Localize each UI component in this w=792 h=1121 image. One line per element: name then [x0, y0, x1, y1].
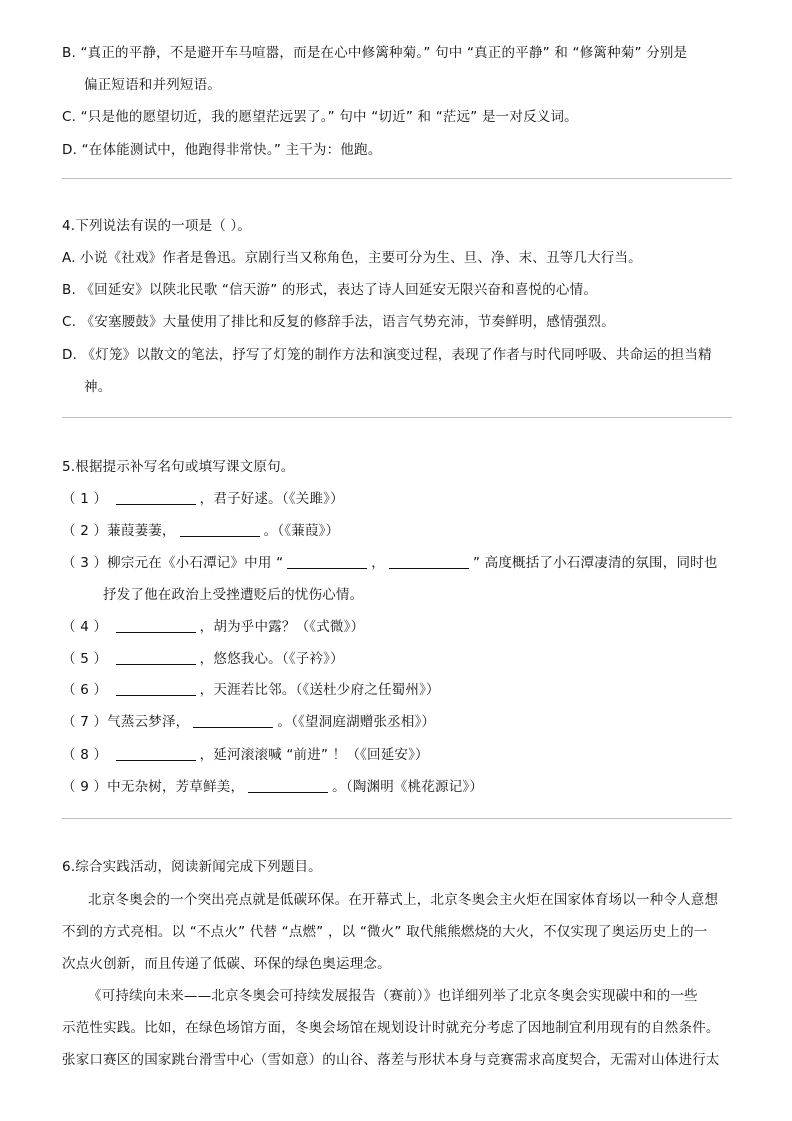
q3-option-c: C. “只是他的愿望切近，我的愿望茫远罢了。” 句中 “切近” 和 “茫远” 是一对反义词。	[62, 109, 578, 125]
q5-item-7	[62, 712, 435, 732]
item-text: ” 高度概括了小石潭凄清的氛围，同时也	[472, 555, 718, 571]
item-text: ，延河滚滚喊 “前进” ！（《回延安》）	[199, 747, 429, 763]
q3-option-b-line1: B. “真正的平静，不是避开车马喧嚣，而是在心中修篱种菊。” 句中 “真正的平静” 和 “修篱种菊” 分别是	[62, 45, 688, 61]
q5-item-5	[62, 649, 344, 669]
item-number: （ 7 ）	[62, 714, 108, 730]
fill-blank[interactable]	[116, 490, 196, 505]
fill-blank[interactable]	[287, 554, 367, 569]
q5-item-8	[62, 745, 429, 765]
q5-item-2	[62, 521, 339, 541]
q4-option-d-line1: D. 《灯笼》以散文的笔法，抒写了灯笼的制作方法和演变过程，表现了作者与时代同呼吸、共命运的担当精	[62, 347, 712, 363]
q5-item-1	[62, 489, 344, 509]
q6-paragraph-1-line1: 北京冬奥会的一个突出亮点就是低碳环保。在开幕式上，北京冬奥会主火炬在国家体育场以一种令人意想	[88, 892, 719, 908]
fill-blank[interactable]	[389, 554, 469, 569]
item-text: ，君子好逑。（《关雎》）	[199, 491, 344, 507]
q5-item-3	[62, 553, 718, 573]
q6-paragraph-2-line1: 《可持续向未来——北京冬奥会可持续发展报告（赛前）》也详细列举了北京冬奥会实现碳中和的一些	[88, 988, 698, 1004]
fill-blank[interactable]	[116, 650, 196, 665]
q4-option-b: B. 《回延安》以陕北民歌 “信天游” 的形式，表达了诗人回延安无限兴奋和喜悦的心情。	[62, 282, 598, 298]
item-text: ，胡为乎中露？（《式微》）	[199, 619, 365, 635]
item-text: 。（陶渊明《桃花源记》）	[332, 779, 484, 795]
item-text: 。（《望洞庭湖赠张丞相》）	[277, 714, 436, 730]
item-text: 气蒸云梦泽，	[107, 714, 190, 730]
q5-item-9	[62, 777, 483, 797]
fill-blank[interactable]	[116, 618, 196, 633]
item-number: （ 9 ）	[62, 779, 108, 795]
q4-option-d-line2: 神。	[84, 379, 112, 395]
q5-stem: 5.根据提示补写名句或填写课文原句。	[62, 459, 295, 475]
item-number: （ 6 ）	[62, 682, 108, 698]
q5-item-6	[62, 680, 440, 700]
q6-stem: 6.综合实践活动，阅读新闻完成下列题目。	[62, 859, 322, 875]
q3-option-d: D. “在体能测试中，他跑得非常快。” 主干为：他跑。	[62, 142, 382, 158]
item-text: 蒹葭萋萋，	[107, 523, 176, 539]
fill-blank[interactable]	[116, 746, 196, 761]
fill-blank[interactable]	[193, 713, 273, 728]
item-text: 柳宗元在《小石潭记》中用 “	[107, 555, 284, 571]
q5-item-4	[62, 617, 364, 637]
item-number: （ 2 ）	[62, 523, 108, 539]
item-number: （ 3 ）	[62, 555, 108, 571]
item-number: （ 8 ）	[62, 747, 108, 763]
q6-paragraph-1-line3: 次点火创新，而且传递了低碳、环保的绿色奥运理念。	[62, 956, 391, 972]
section-divider	[62, 818, 732, 819]
q4-option-a: A. 小说《社戏》作者是鲁迅。京剧行当又称角色，主要可分为生、旦、净、末、丑等几大行当。	[62, 250, 642, 266]
item-number: （ 1 ）	[62, 491, 108, 507]
fill-blank[interactable]	[180, 522, 260, 537]
section-divider	[62, 417, 732, 418]
item-number: （ 5 ）	[62, 651, 108, 667]
item-text: ，	[371, 555, 385, 571]
item-text: 中无杂树，芳草鲜美，	[107, 779, 245, 795]
item-number: （ 4 ）	[62, 619, 108, 635]
q3-option-b-line2: 偏正短语和并列短语。	[84, 77, 221, 93]
item-text: ，悠悠我心。（《子衿》）	[199, 651, 344, 667]
item-text: ，天涯若比邻。（《送杜少府之任蜀州》）	[199, 682, 440, 698]
section-divider	[62, 178, 732, 179]
q6-paragraph-2-line3: 张家口赛区的国家跳台滑雪中心（雪如意）的山谷、落差与形状本身与竞赛需求高度契合，无需对山体进行太	[62, 1052, 720, 1068]
q6-paragraph-1-line2: 不到的方式亮相。以 “不点火” 代替 “点燃” ，以 “微火” 取代熊熊燃烧的大火，不仅实现了奥运历史上的一	[62, 924, 708, 940]
q4-stem: 4.下列说法有误的一项是（ ）。	[62, 218, 252, 234]
fill-blank[interactable]	[248, 778, 328, 793]
fill-blank[interactable]	[116, 681, 196, 696]
item-text: 。（《蒹葭》）	[263, 523, 340, 539]
q5-item-3-continued: 抒发了他在政治上受挫遭贬后的忧伤心情。	[103, 587, 364, 603]
q6-paragraph-2-line2: 示范性实践。比如，在绿色场馆方面，冬奥会场馆在规划设计时就充分考虑了因地制宜利用现有的自然条件。	[62, 1020, 720, 1036]
q4-option-c: C. 《安塞腰鼓》大量使用了排比和反复的修辞手法，语言气势充沛，节奏鲜明，感情强烈。	[62, 314, 615, 330]
